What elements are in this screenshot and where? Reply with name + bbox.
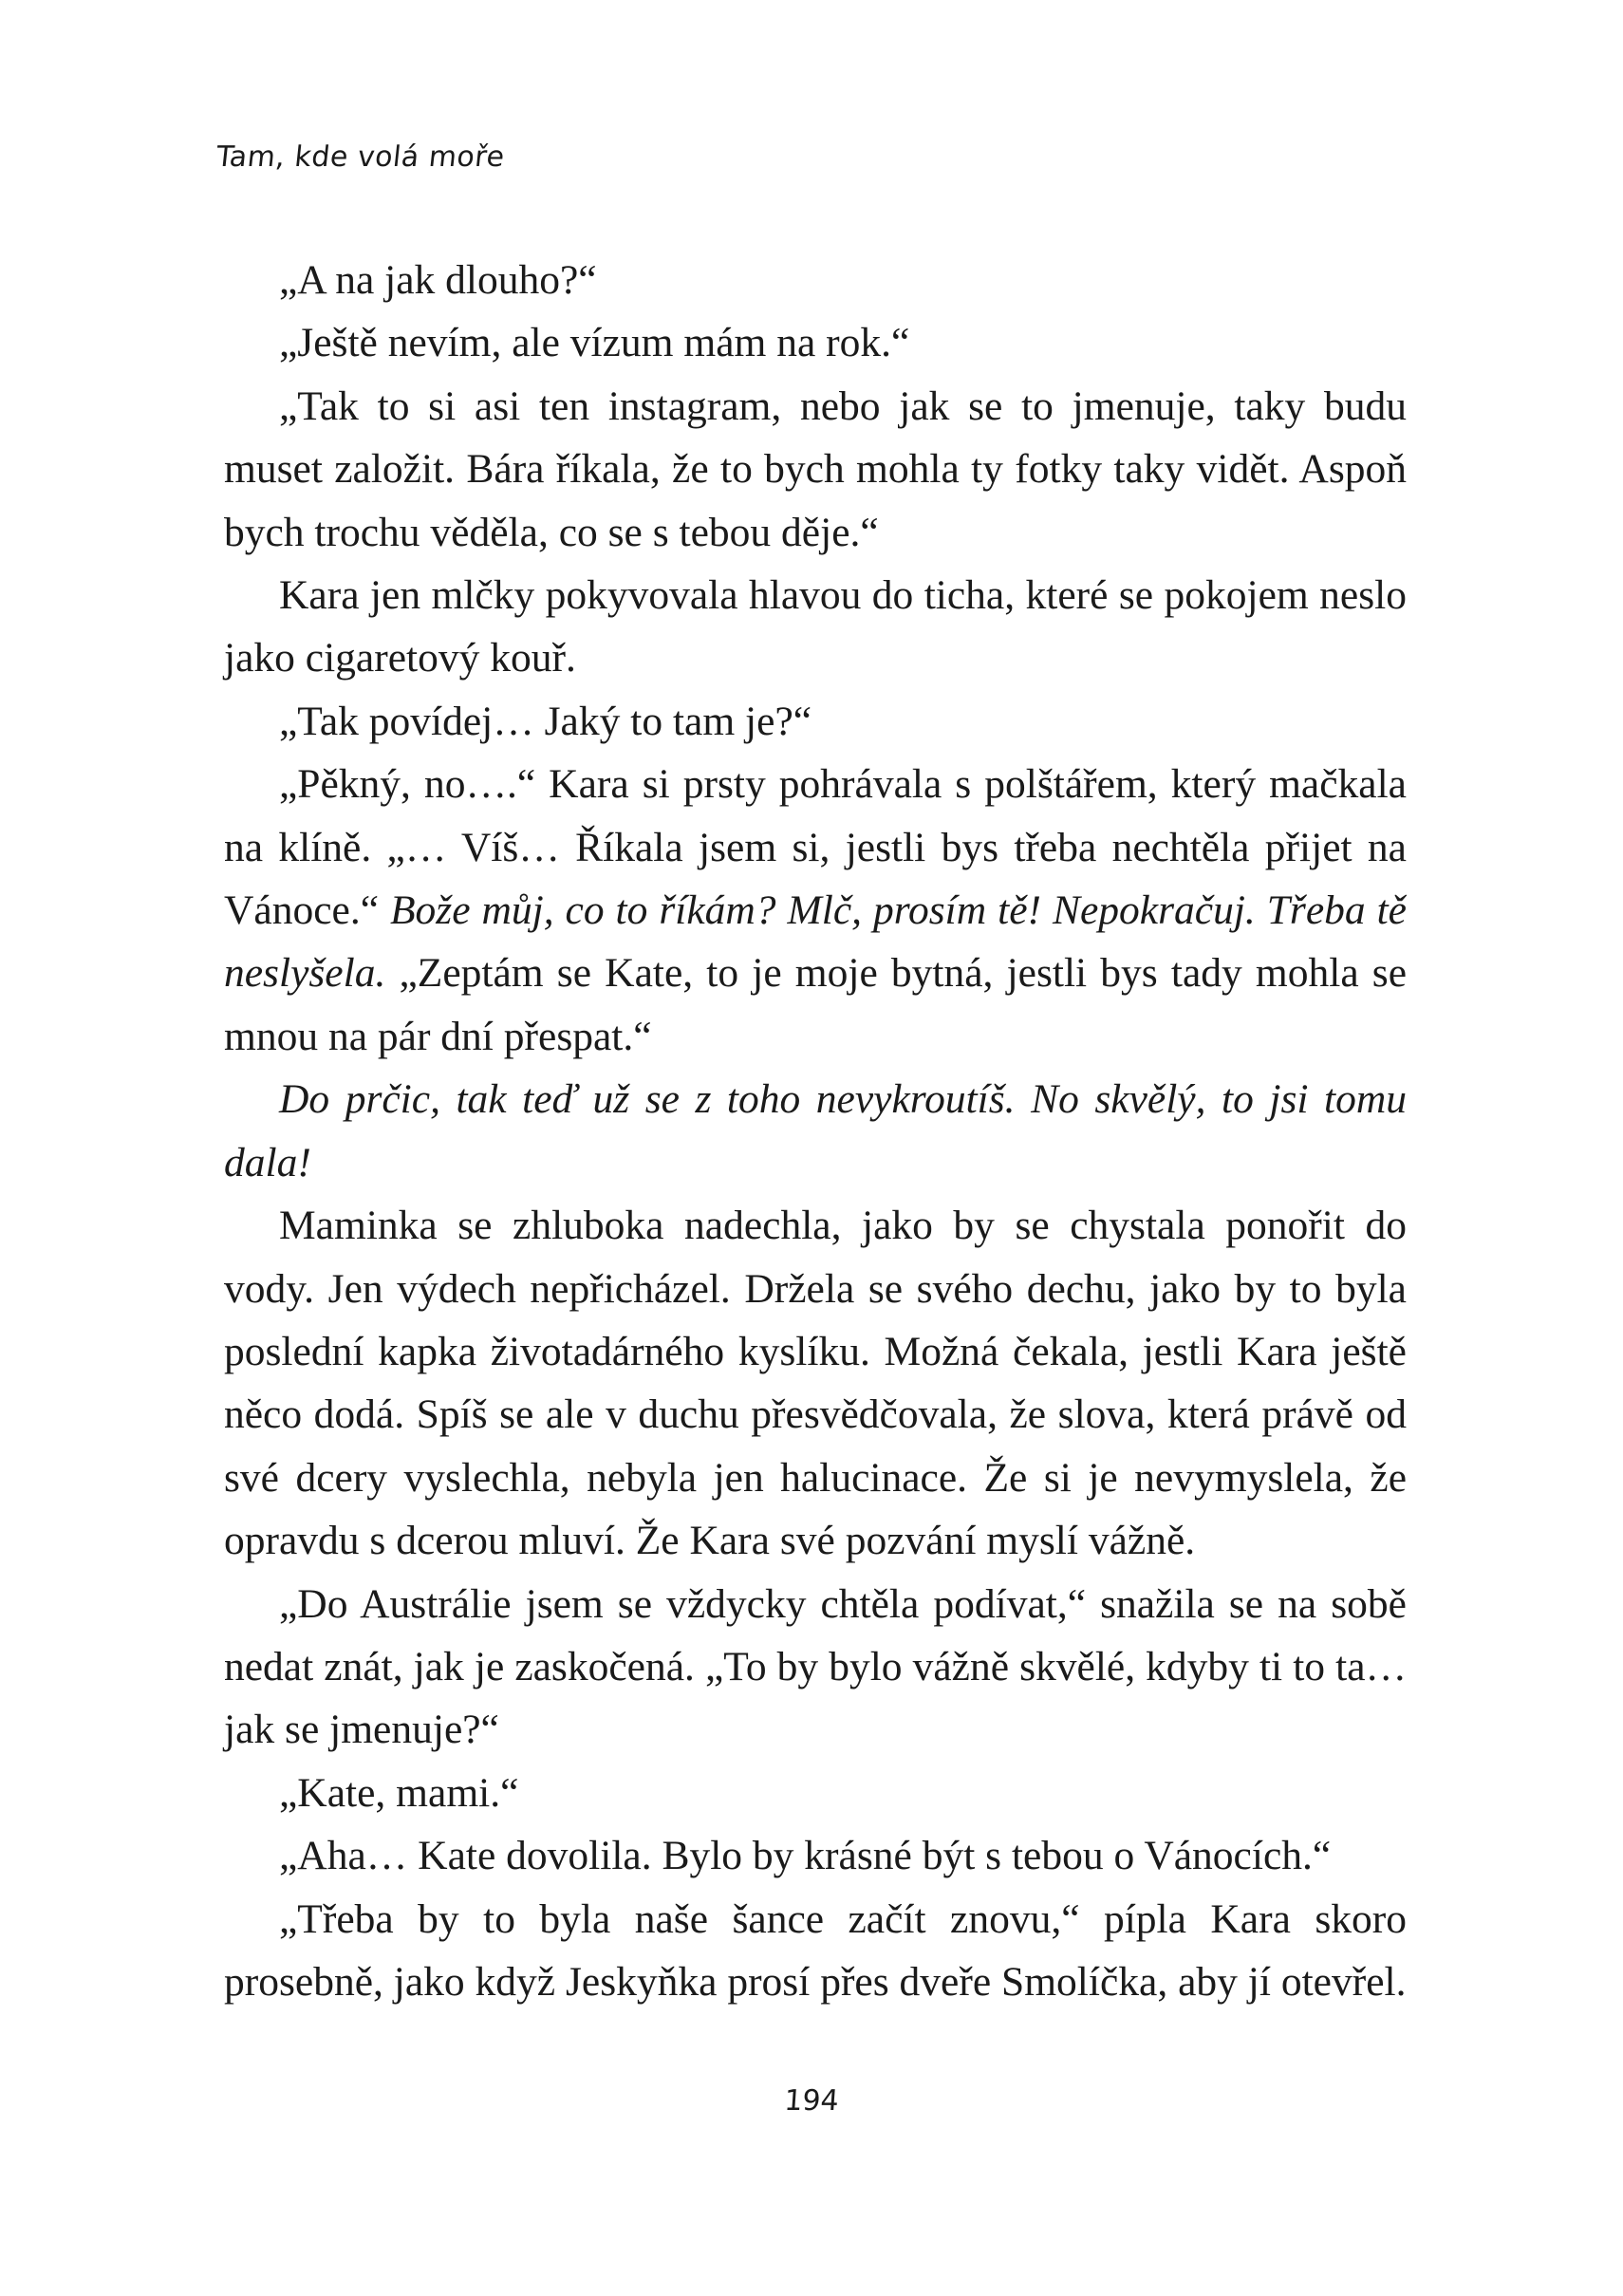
paragraph-4: Kara jen mlčky pokyvovala hlavou do ticha, které se pokojem neslo jako cigaretový kouř. xyxy=(224,572,1407,681)
paragraph-3: „Tak to si asi ten instagram, nebo jak se to jmenuje, taky budu muset založit. Bára říkala, že to bych mohla ty fotky taky vidět. Aspoň bych trochu věděla, co se s tebou děje.“ xyxy=(224,383,1407,555)
paragraph-6 xyxy=(224,753,1407,1068)
paragraph-7: Do prčic, tak teď už se z toho nevykroutíš. No skvělý, to jsi tomu dala! xyxy=(224,1076,1407,1185)
paragraph-5: „Tak povídej… Jaký to tam je?“ xyxy=(279,698,812,744)
paragraph-6-speech-b: „Zeptám se Kate, to je moje bytná, jestli bys tady mohla se mnou na pár dní přespat.“ xyxy=(224,950,1407,1059)
paragraph-10: „Kate, mami.“ xyxy=(279,1769,519,1816)
paragraph-2: „Ještě nevím, ale vízum mám na rok.“ xyxy=(279,320,910,366)
paragraph-11: „Aha… Kate dovolila. Bylo by krásné být s tebou o Vánocích.“ xyxy=(279,1833,1332,1879)
body-text xyxy=(224,249,1407,2013)
paragraph-12: „Třeba by to byla naše šance začít znovu,“ pípla Kara skoro prosebně, jako když Jeskyňka prosí přes dveře Smolíčka, aby jí otevřel. xyxy=(224,1895,1407,2005)
paragraph-6-thought: Bože můj, co to říkám? Mlč, prosím tě! Nepokračuj. Třeba tě neslyšela. xyxy=(224,887,1407,997)
page-number: 194 xyxy=(783,2084,840,2118)
paragraph-6-speech-a: „Pěkný, no….“ Kara si prsty pohrávala s polštářem, který mačkala na klíně. „… Víš… Říkala jsem si, jestli bys třeba nechtěla přijet na Vánoce.“ xyxy=(224,761,1407,934)
running-header: Tam, kde volá moře xyxy=(215,140,507,174)
paragraph-9: „Do Austrálie jsem se vždycky chtěla podívat,“ snažila se na sobě nedat znát, jak je zaskočená. „To by bylo vážně skvělé, kdyby ti to ta… jak se jmenuje?“ xyxy=(224,1580,1407,1753)
paragraph-1: „A na jak dlouho?“ xyxy=(279,257,597,303)
paragraph-8: Maminka se zhluboka nadechla, jako by se chystala ponořit do vody. Jen výdech nepřicházel. Držela se svého dechu, jako by to byla poslední kapka životadárného kyslíku. Možná čekala, jestli Kara ještě něco dodá. Spíš se ale v duchu přesvědčovala, že slova, která právě od své dcery vyslechla, nebyla jen halucinace. Že si je nevymyslela, že opravdu s dcerou mluví. Že Kara své pozvání myslí vážně. xyxy=(224,1203,1407,1564)
